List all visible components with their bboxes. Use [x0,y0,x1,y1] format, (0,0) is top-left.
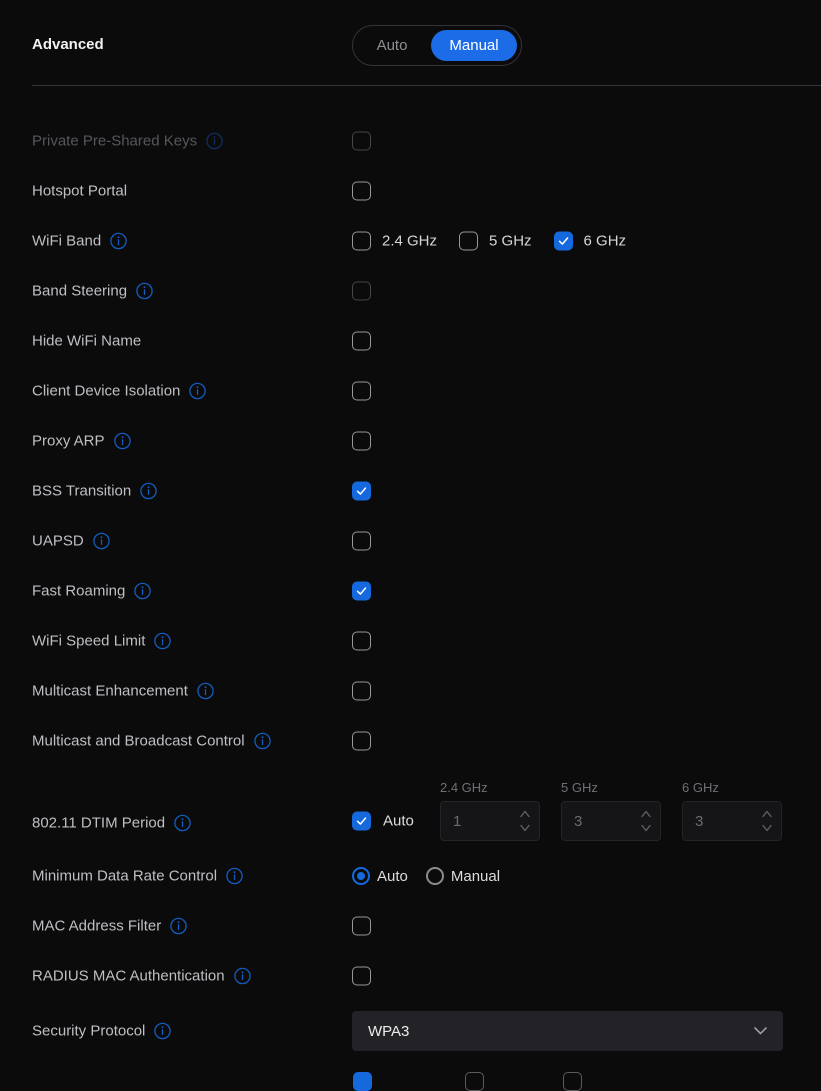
info-icon[interactable] [206,133,223,150]
wifi-band-option-6ghz[interactable] [554,232,627,251]
row-label-text: Hotspot Portal [32,182,128,200]
row-label [32,483,157,500]
row-label [32,633,171,650]
stepper-up-down-icon[interactable] [519,808,531,834]
info-icon[interactable] [174,815,191,832]
row-label-text: Minimum Data Rate Control [32,867,218,885]
min-data-rate-manual-option[interactable] [426,867,500,885]
row-label-text: Multicast and Broadcast Control [32,732,245,750]
dtim-auto-checkbox[interactable] [352,812,371,831]
checkbox-label: 2.4 GHz [382,232,438,250]
dtim-6ghz-input[interactable] [682,801,782,841]
row-hide-wifi-name [0,316,821,366]
stepper-up-down-icon[interactable] [761,808,773,834]
row-label-text: Proxy ARP [32,432,105,450]
section-title: Advanced [32,36,104,53]
client-device-isolation-checkbox[interactable] [352,382,371,401]
row-label [32,533,110,550]
dropdown-selected-value: WPA3 [368,1022,410,1040]
multicast-enhancement-checkbox[interactable] [352,682,371,701]
dtim-24ghz-label: 2.4 GHz [440,780,488,795]
info-icon[interactable] [154,633,171,650]
row-multicast-broadcast-control [0,716,821,766]
dtim-5ghz-group [561,780,661,841]
checkbox-5ghz[interactable] [459,232,478,251]
row-label [32,333,141,350]
row-label-text: Fast Roaming [32,582,126,600]
row-radius-mac-authentication [0,951,821,1001]
min-data-rate-auto-option[interactable] [352,867,408,885]
checkbox-24ghz[interactable] [352,232,371,251]
checkbox-6ghz[interactable] [554,232,573,251]
row-minimum-data-rate-control [0,851,821,901]
row-label [32,968,251,985]
bss-transition-checkbox[interactable] [352,482,371,501]
row-multicast-enhancement [0,666,821,716]
dtim-auto-label: Auto [383,812,414,830]
segmented-option-manual[interactable]: Manual [431,30,517,61]
row-label [32,583,151,600]
row-label-text: UAPSD [32,532,84,550]
partial-next-row-checkbox [465,1072,484,1091]
radio-auto[interactable] [352,867,370,885]
row-mac-address-filter [0,901,821,951]
fast-roaming-checkbox[interactable] [352,582,371,601]
uapsd-checkbox[interactable] [352,532,371,551]
dtim-5ghz-label: 5 GHz [561,780,598,795]
row-label-text: Multicast Enhancement [32,682,188,700]
stepper-up-down-icon[interactable] [640,808,652,834]
row-security-protocol [0,1006,821,1056]
radio-manual[interactable] [426,867,444,885]
row-label-text: BSS Transition [32,482,132,500]
row-label-text: Band Steering [32,282,128,300]
info-icon[interactable] [154,1023,171,1040]
row-label [32,183,127,200]
private-pre-shared-keys-checkbox [352,132,371,151]
row-label [32,433,131,450]
radio-label: Manual [450,867,501,885]
dtim-5ghz-value: 3 [574,812,583,830]
proxy-arp-checkbox[interactable] [352,432,371,451]
wifi-band-option-24ghz[interactable] [352,232,437,251]
wifi-speed-limit-checkbox[interactable] [352,632,371,651]
row-label [32,868,243,885]
row-label [32,918,187,935]
radio-label: Auto [377,867,408,885]
row-label-text: MAC Address Filter [32,917,162,935]
radius-mac-auth-checkbox[interactable] [352,967,371,986]
info-icon[interactable] [234,968,251,985]
row-label [32,283,153,300]
row-wifi-band [0,216,821,266]
info-icon[interactable] [189,383,206,400]
row-private-pre-shared-keys [0,116,821,166]
row-uapsd [0,516,821,566]
segmented-option-auto[interactable]: Auto [376,37,408,54]
row-label [32,383,206,400]
row-client-device-isolation [0,366,821,416]
row-label-text: Security Protocol [32,1022,146,1040]
dtim-5ghz-input[interactable] [561,801,661,841]
row-band-steering [0,266,821,316]
checkbox-label: 5 GHz [489,232,532,250]
row-proxy-arp [0,416,821,466]
row-80211-dtim-period [0,773,821,851]
dtim-auto-toggle[interactable] [352,812,414,831]
mac-address-filter-checkbox[interactable] [352,917,371,936]
info-icon[interactable] [254,733,271,750]
info-icon[interactable] [226,868,243,885]
auto-manual-segmented-control[interactable] [352,25,522,66]
dtim-6ghz-label: 6 GHz [682,780,719,795]
security-protocol-dropdown[interactable] [352,1011,783,1051]
row-label [32,733,271,750]
row-label [32,233,127,250]
hide-wifi-name-checkbox[interactable] [352,332,371,351]
info-icon[interactable] [140,483,157,500]
wifi-band-option-5ghz[interactable] [459,232,532,251]
checkbox-label: 6 GHz [583,232,627,250]
multicast-broadcast-control-checkbox[interactable] [352,732,371,751]
row-bss-transition [0,466,821,516]
row-label-text: 802.11 DTIM Period [32,814,166,832]
row-hotspot-portal [0,166,821,216]
partial-next-row-checkbox [563,1072,582,1091]
row-label [32,133,223,150]
row-label [32,1023,171,1040]
row-label [32,815,191,832]
chevron-down-icon [754,1027,767,1035]
dtim-24ghz-value: 1 [453,812,462,830]
hotspot-portal-checkbox[interactable] [352,182,371,201]
info-icon[interactable] [170,918,187,935]
info-icon[interactable] [134,583,151,600]
row-label-text: Hide WiFi Name [32,332,142,350]
row-label [32,683,214,700]
info-icon[interactable] [110,233,127,250]
row-wifi-speed-limit [0,616,821,666]
band-steering-checkbox [352,282,371,301]
dtim-24ghz-input[interactable] [440,801,540,841]
row-label-text: Private Pre-Shared Keys [32,132,198,150]
info-icon[interactable] [93,533,110,550]
row-label-text: WiFi Band [32,232,102,250]
info-icon[interactable] [114,433,131,450]
dtim-6ghz-value: 3 [695,812,704,830]
row-label-text: WiFi Speed Limit [32,632,146,650]
dtim-6ghz-group [682,780,782,841]
info-icon[interactable] [136,283,153,300]
dtim-24ghz-group [440,780,540,841]
row-label-text: RADIUS MAC Authentication [32,967,225,985]
row-fast-roaming [0,566,821,616]
row-label-text: Client Device Isolation [32,382,181,400]
section-divider [32,85,821,86]
info-icon[interactable] [197,683,214,700]
partial-next-row-checkbox [353,1072,372,1091]
